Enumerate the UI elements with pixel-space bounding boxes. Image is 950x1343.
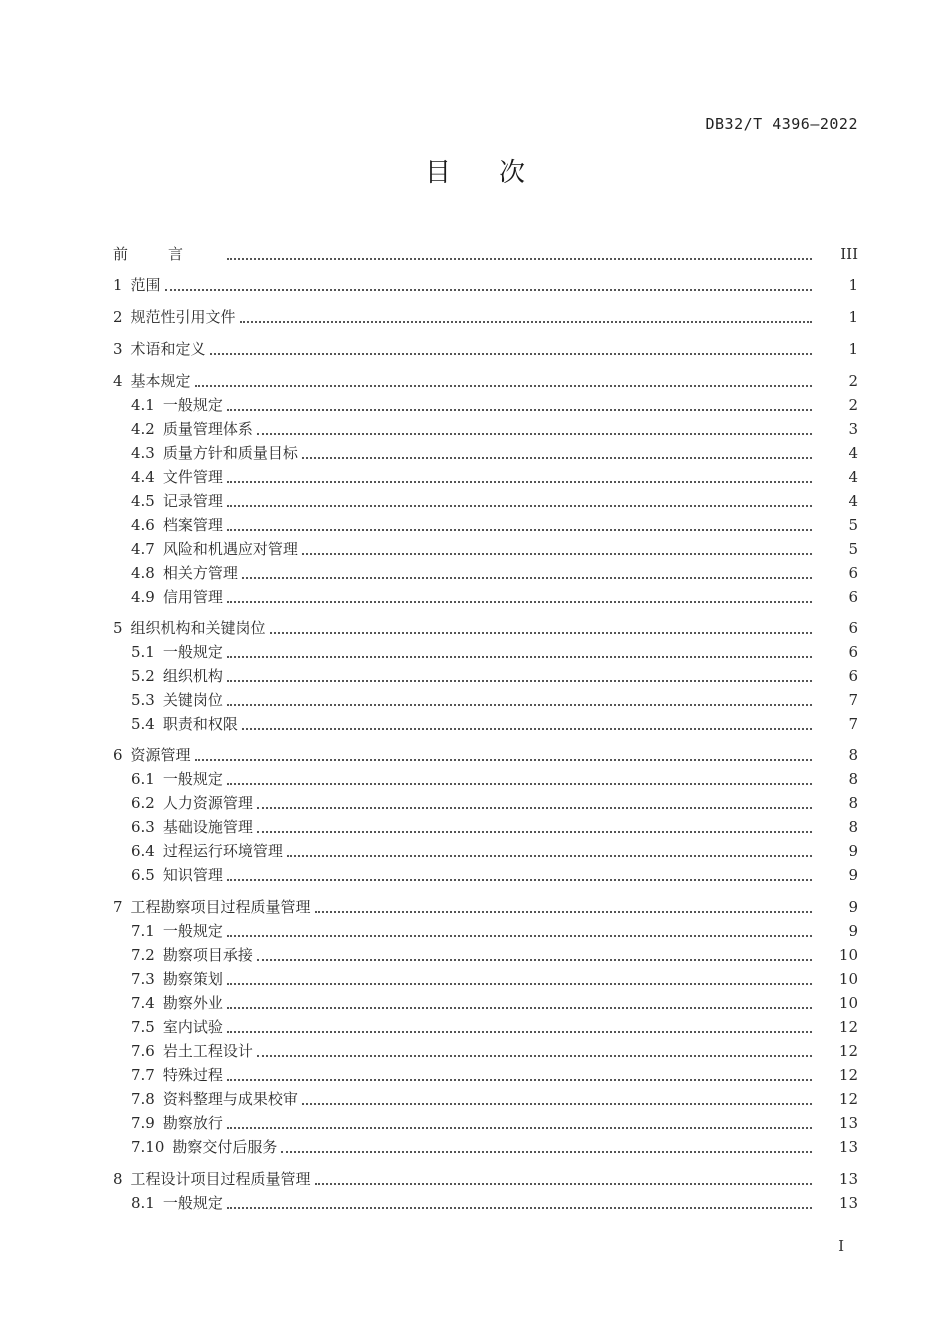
toc-entry-label xyxy=(0,492,223,510)
toc-leader-dots xyxy=(281,1150,812,1153)
toc-leader-dots xyxy=(287,854,812,857)
toc-entry-number: 4 xyxy=(113,372,123,390)
toc-entry[interactable] xyxy=(0,864,950,884)
toc-entry-number: 7.9 xyxy=(131,1114,155,1132)
toc-entry-label xyxy=(0,898,311,916)
toc-entry-title: 特殊过程 xyxy=(162,1066,223,1084)
toc-entry-title: 质量管理体系 xyxy=(162,420,253,438)
toc-leader-dots xyxy=(227,934,812,937)
toc-entry-title: 规范性引用文件 xyxy=(130,308,236,326)
toc-leader-dots xyxy=(227,982,812,985)
toc-leader-dots xyxy=(227,878,812,881)
toc-entry-page: 12 xyxy=(838,1090,858,1108)
toc-leader-dots xyxy=(227,408,812,411)
toc-entry[interactable] xyxy=(0,816,950,836)
toc-entry-page: 1 xyxy=(848,340,858,358)
toc-leader-dots xyxy=(242,727,812,730)
toc-leader-dots xyxy=(302,1102,812,1105)
toc-entry[interactable] xyxy=(0,689,950,709)
toc-entry-number: 8.1 xyxy=(131,1194,155,1212)
toc-entry-label xyxy=(0,516,223,534)
toc-entry-label xyxy=(0,540,298,558)
toc-entry[interactable] xyxy=(0,306,950,326)
toc-entry-page: 12 xyxy=(838,1018,858,1036)
toc-entry-number: 5 xyxy=(113,619,123,637)
toc-leader-dots xyxy=(257,958,812,961)
toc-entry-title: 风险和机遇应对管理 xyxy=(162,540,298,558)
toc-entry-page: 13 xyxy=(838,1194,858,1212)
toc-entry-page: 1 xyxy=(848,276,858,294)
toc-leader-dots xyxy=(227,679,812,682)
toc-leader-dots xyxy=(270,631,812,634)
toc-entry-label xyxy=(0,866,223,884)
toc-entry-label xyxy=(0,340,206,358)
toc-entry-page: 1 xyxy=(848,308,858,326)
toc-entry[interactable] xyxy=(0,466,950,486)
toc-entry-number: 7.4 xyxy=(131,994,155,1012)
toc-entry-number: 3 xyxy=(113,340,123,358)
toc-entry[interactable] xyxy=(0,920,950,940)
toc-leader-dots xyxy=(315,1182,812,1185)
toc-entry-number: 6.2 xyxy=(131,794,155,812)
toc-entry-title: 资料整理与成果校审 xyxy=(162,1090,298,1108)
toc-entry-label xyxy=(0,922,223,940)
toc-entry-number: 6 xyxy=(113,746,123,764)
toc-entry-title: 工程设计项目过程质量管理 xyxy=(130,1170,311,1188)
toc-entry[interactable] xyxy=(0,243,950,263)
toc-entry-page: 10 xyxy=(838,994,858,1012)
toc-leader-dots xyxy=(210,352,812,355)
toc-leader-dots xyxy=(227,257,812,260)
toc-entry-label xyxy=(0,842,283,860)
toc-entry[interactable] xyxy=(0,538,950,558)
toc-entry-page: 6 xyxy=(848,564,858,582)
toc-entry-label xyxy=(0,946,253,964)
toc-leader-dots xyxy=(165,288,812,291)
toc-leader-dots xyxy=(227,703,812,706)
toc-entry-number: 4.5 xyxy=(131,492,155,510)
toc-entry-title: 一般规定 xyxy=(162,770,223,788)
toc-entry-page: 4 xyxy=(848,444,858,462)
toc-entry-title: 一般规定 xyxy=(162,396,223,414)
toc-entry[interactable] xyxy=(0,665,950,685)
toc-entry-page: 7 xyxy=(848,691,858,709)
toc-leader-dots xyxy=(242,576,812,579)
toc-entry-label xyxy=(0,619,266,637)
toc-entry-title: 一般规定 xyxy=(162,1194,223,1212)
toc-entry-page: 12 xyxy=(838,1042,858,1060)
toc-entry-title: 相关方管理 xyxy=(162,564,238,582)
toc-entry-title: 勘察放行 xyxy=(162,1114,223,1132)
toc-entry-page: 10 xyxy=(838,946,858,964)
toc-entry-title: 基本规定 xyxy=(130,372,191,390)
toc-entry-title: 人力资源管理 xyxy=(162,794,253,812)
toc-entry-label xyxy=(0,794,253,812)
toc-entry-label xyxy=(0,588,223,606)
toc-entry-page: 13 xyxy=(838,1138,858,1156)
toc-leader-dots xyxy=(227,1206,812,1209)
page-number: I xyxy=(838,1237,844,1255)
toc-entry-number: 5.4 xyxy=(131,715,155,733)
toc-entry-title: 一般规定 xyxy=(162,922,223,940)
toc-entry-number: 4.8 xyxy=(131,564,155,582)
toc-entry[interactable] xyxy=(0,1136,950,1156)
toc-entry-page: 10 xyxy=(838,970,858,988)
toc-entry[interactable] xyxy=(0,274,950,294)
toc-leader-dots xyxy=(240,320,812,323)
toc-entry-title: 信用管理 xyxy=(162,588,223,606)
toc-entry-page: 2 xyxy=(848,396,858,414)
toc-entry[interactable] xyxy=(0,442,950,462)
toc-entry[interactable] xyxy=(0,1192,950,1212)
toc-entry-page: 13 xyxy=(838,1114,858,1132)
toc-entry-label xyxy=(0,444,298,462)
toc-leader-dots xyxy=(227,1126,812,1129)
toc-entry-number: 4.4 xyxy=(131,468,155,486)
toc-entry-label xyxy=(0,245,223,263)
toc-entry-page: 4 xyxy=(848,492,858,510)
toc-entry-label xyxy=(0,1138,277,1156)
toc-entry-title: 关键岗位 xyxy=(162,691,223,709)
toc-entry-number: 4.6 xyxy=(131,516,155,534)
toc-entry-title: 组织机构和关键岗位 xyxy=(130,619,266,637)
toc-entry[interactable] xyxy=(0,1168,950,1188)
toc-leader-dots xyxy=(227,655,812,658)
toc-leader-dots xyxy=(315,910,812,913)
toc-entry[interactable] xyxy=(0,586,950,606)
toc-entry-page: 6 xyxy=(848,588,858,606)
toc-entry-number: 4.7 xyxy=(131,540,155,558)
toc-entry-number: 4.9 xyxy=(131,588,155,606)
toc-entry-label xyxy=(0,770,223,788)
toc-entry-page: 8 xyxy=(848,746,858,764)
toc-entry-number: 7.7 xyxy=(131,1066,155,1084)
toc-leader-dots xyxy=(227,480,812,483)
toc-entry[interactable] xyxy=(0,490,950,510)
toc-entry[interactable] xyxy=(0,562,950,582)
toc-entry-title: 职责和权限 xyxy=(162,715,238,733)
toc-entry[interactable] xyxy=(0,418,950,438)
toc-entry-number: 6.3 xyxy=(131,818,155,836)
toc-entry-page: 7 xyxy=(848,715,858,733)
toc-entry-label xyxy=(0,970,223,988)
toc-leader-dots xyxy=(227,600,812,603)
toc-entry-page: 5 xyxy=(848,540,858,558)
toc-entry-label xyxy=(0,420,253,438)
toc-entry-number: 5.2 xyxy=(131,667,155,685)
toc-entry-label xyxy=(0,276,161,294)
toc-entry-title: 过程运行环境管理 xyxy=(162,842,283,860)
toc-entry-page: 4 xyxy=(848,468,858,486)
toc-entry-number: 7.5 xyxy=(131,1018,155,1036)
toc-entry-number: 7.8 xyxy=(131,1090,155,1108)
toc-entry-title: 记录管理 xyxy=(162,492,223,510)
toc-entry-number: 7.6 xyxy=(131,1042,155,1060)
toc-entry-label xyxy=(0,691,223,709)
toc-leader-dots xyxy=(195,384,812,387)
toc-entry-title: 勘察外业 xyxy=(162,994,223,1012)
toc-entry[interactable] xyxy=(0,768,950,788)
toc-entry-title: 一般规定 xyxy=(162,643,223,661)
toc-leader-dots xyxy=(227,1078,812,1081)
toc-leader-dots xyxy=(302,456,812,459)
toc-entry-page: 9 xyxy=(848,866,858,884)
toc-entry[interactable] xyxy=(0,641,950,661)
toc-entry-number: 5.1 xyxy=(131,643,155,661)
toc-entry-number: 6.1 xyxy=(131,770,155,788)
toc-entry[interactable] xyxy=(0,992,950,1012)
toc-entry[interactable] xyxy=(0,792,950,812)
toc-entry-page: 5 xyxy=(848,516,858,534)
toc-entry-title: 岩土工程设计 xyxy=(162,1042,253,1060)
toc-entry-page: 6 xyxy=(848,619,858,637)
toc-entry-number: 1 xyxy=(113,276,123,294)
toc-entry-number: 6.4 xyxy=(131,842,155,860)
toc-entry-title: 前言 xyxy=(113,245,224,263)
toc-leader-dots xyxy=(227,1006,812,1009)
toc-entry-page: 3 xyxy=(848,420,858,438)
toc-entry[interactable] xyxy=(0,394,950,414)
toc-entry[interactable] xyxy=(0,370,950,390)
toc-entry-label xyxy=(0,396,223,414)
toc-entry[interactable] xyxy=(0,1064,950,1084)
toc-entry-label xyxy=(0,468,223,486)
toc-entry-label xyxy=(0,308,236,326)
toc-entry[interactable] xyxy=(0,713,950,733)
toc-entry-title: 工程勘察项目过程质量管理 xyxy=(130,898,311,916)
toc-entry-number: 7 xyxy=(113,898,123,916)
toc-entry-number: 2 xyxy=(113,308,123,326)
toc-entry-number: 4.3 xyxy=(131,444,155,462)
toc-entry[interactable] xyxy=(0,617,950,637)
toc-entry-title: 勘察策划 xyxy=(162,970,223,988)
toc-entry-page: 8 xyxy=(848,818,858,836)
toc-entry-label xyxy=(0,1170,311,1188)
toc-entry-number: 7.3 xyxy=(131,970,155,988)
toc-entry-label xyxy=(0,372,191,390)
toc-entry[interactable] xyxy=(0,840,950,860)
toc-entry-label xyxy=(0,746,191,764)
toc-entry-page: 9 xyxy=(848,922,858,940)
toc-entry-number: 4.2 xyxy=(131,420,155,438)
toc-entry-label xyxy=(0,818,253,836)
toc-leader-dots xyxy=(227,1030,812,1033)
toc-entry-label xyxy=(0,1066,223,1084)
toc-entry-number: 5.3 xyxy=(131,691,155,709)
toc-entry-label xyxy=(0,1090,298,1108)
toc-entry-number: 8 xyxy=(113,1170,123,1188)
toc-entry-page: III xyxy=(840,245,858,263)
toc-entry-page: 9 xyxy=(848,898,858,916)
toc-entry-label xyxy=(0,715,238,733)
toc-entry-title: 文件管理 xyxy=(162,468,223,486)
toc-entry-page: 13 xyxy=(838,1170,858,1188)
document-code: DB32/T 4396—2022 xyxy=(705,115,858,133)
toc-entry-number: 7.1 xyxy=(131,922,155,940)
toc-entry-number: 7.10 xyxy=(131,1138,165,1156)
toc-entry-page: 12 xyxy=(838,1066,858,1084)
toc-entry-title: 组织机构 xyxy=(162,667,223,685)
toc-entry-page: 6 xyxy=(848,643,858,661)
toc-entry-page: 6 xyxy=(848,667,858,685)
toc-entry-title: 质量方针和质量目标 xyxy=(162,444,298,462)
toc-entry-label xyxy=(0,1042,253,1060)
toc-entry[interactable] xyxy=(0,1016,950,1036)
toc-entry-title: 范围 xyxy=(130,276,161,294)
toc-entry-label xyxy=(0,1194,223,1212)
toc-leader-dots xyxy=(257,1054,812,1057)
toc-entry-label xyxy=(0,667,223,685)
toc-leader-dots xyxy=(257,830,812,833)
toc-entry-page: 9 xyxy=(848,842,858,860)
toc-leader-dots xyxy=(302,552,812,555)
toc-entry-page: 8 xyxy=(848,794,858,812)
toc-entry-label xyxy=(0,994,223,1012)
toc-entry-title: 室内试验 xyxy=(162,1018,223,1036)
toc-leader-dots xyxy=(257,432,812,435)
toc-entry[interactable] xyxy=(0,944,950,964)
toc-entry-title: 勘察项目承接 xyxy=(162,946,253,964)
toc-entry-title: 档案管理 xyxy=(162,516,223,534)
toc-entry[interactable] xyxy=(0,338,950,358)
toc-entry-title: 基础设施管理 xyxy=(162,818,253,836)
toc-leader-dots xyxy=(195,758,812,761)
toc-entry-title: 勘察交付后服务 xyxy=(172,1138,278,1156)
toc-entry-number: 6.5 xyxy=(131,866,155,884)
toc-entry-page: 2 xyxy=(848,372,858,390)
toc-entry-label xyxy=(0,643,223,661)
toc-entry[interactable] xyxy=(0,744,950,764)
toc-entry[interactable] xyxy=(0,1088,950,1108)
toc-entry-title: 术语和定义 xyxy=(130,340,206,358)
toc-entry-title: 资源管理 xyxy=(130,746,191,764)
page-title: 目次 xyxy=(424,158,573,188)
toc-entry-label xyxy=(0,1018,223,1036)
toc-entry-label xyxy=(0,564,238,582)
toc-entry-number: 4.1 xyxy=(131,396,155,414)
toc-leader-dots xyxy=(227,504,812,507)
toc-entry[interactable] xyxy=(0,1040,950,1060)
toc-entry-number: 7.2 xyxy=(131,946,155,964)
toc-entry[interactable] xyxy=(0,514,950,534)
toc-entry[interactable] xyxy=(0,896,950,916)
toc-entry-title: 知识管理 xyxy=(162,866,223,884)
toc-leader-dots xyxy=(257,806,812,809)
toc-entry[interactable] xyxy=(0,968,950,988)
toc-leader-dots xyxy=(227,528,812,531)
toc-entry-label xyxy=(0,1114,223,1132)
toc-entry-page: 8 xyxy=(848,770,858,788)
toc-entry[interactable] xyxy=(0,1112,950,1132)
toc-leader-dots xyxy=(227,782,812,785)
